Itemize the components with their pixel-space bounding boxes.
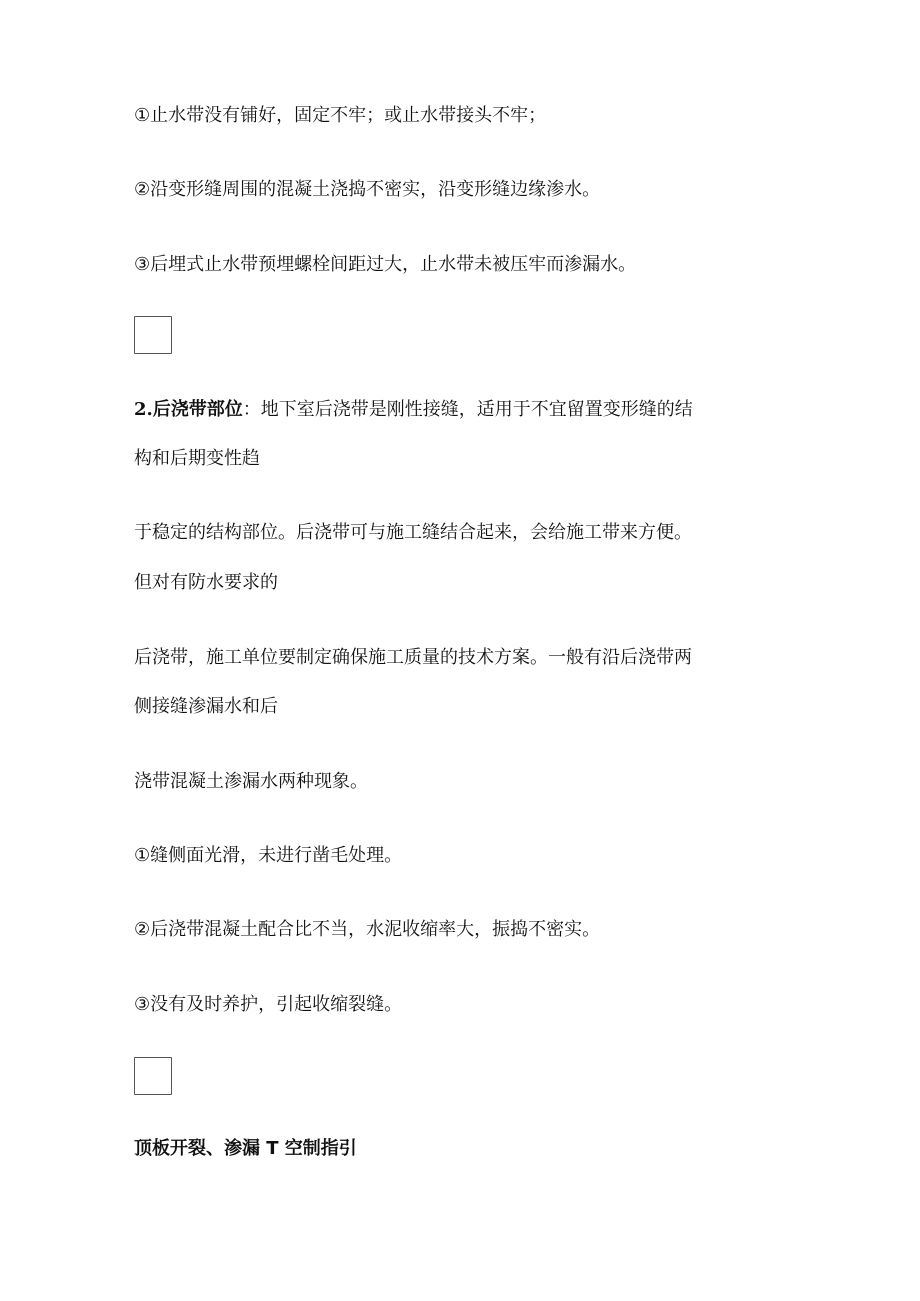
- section-number: 2.: [134, 399, 153, 420]
- paragraph-line: 侧接缝渗漏水和后: [134, 696, 278, 717]
- image-placeholder-1: [134, 316, 172, 354]
- cause-item-2: ②沿变形缝周围的混凝土浇捣不密实，沿变形缝边缘渗水。: [134, 179, 601, 200]
- cause-item-1: ①缝侧面光滑，未进行凿毛处理。: [134, 845, 403, 866]
- paragraph-line: 后浇带，施工单位要制定确保施工质量的技术方案。一般有沿后浇带两: [134, 647, 692, 668]
- section-intro-text: ：地下室后浇带是刚性接缝，适用于不宜留置变形缝的结: [242, 399, 693, 420]
- paragraph-line: 构和后期变性趋: [134, 448, 260, 469]
- section-heading-paragraph: [134, 398, 693, 422]
- cause-item-3: ③没有及时养护，引起收缩裂缝。: [134, 994, 403, 1015]
- cause-item-2: ②后浇带混凝土配合比不当，水泥收缩率大，振捣不密实。: [134, 919, 601, 940]
- paragraph-line: 但对有防水要求的: [134, 572, 278, 593]
- section-title: 后浇带部位: [152, 399, 243, 420]
- cause-item-3: ③后埋式止水带预埋螺栓间距过大，止水带未被压牢而渗漏水。: [134, 254, 637, 275]
- image-placeholder-2: [134, 1057, 172, 1095]
- section-title-roof: 顶板开裂、渗漏 T 空制指引: [134, 1138, 357, 1159]
- paragraph-line: 于稳定的结构部位。后浇带可与施工缝结合起来，会给施工带来方便。: [134, 522, 692, 543]
- paragraph-line: 浇带混凝土渗漏水两种现象。: [134, 771, 368, 792]
- cause-item-1: ①止水带没有铺好，固定不牢；或止水带接头不牢；: [134, 105, 547, 126]
